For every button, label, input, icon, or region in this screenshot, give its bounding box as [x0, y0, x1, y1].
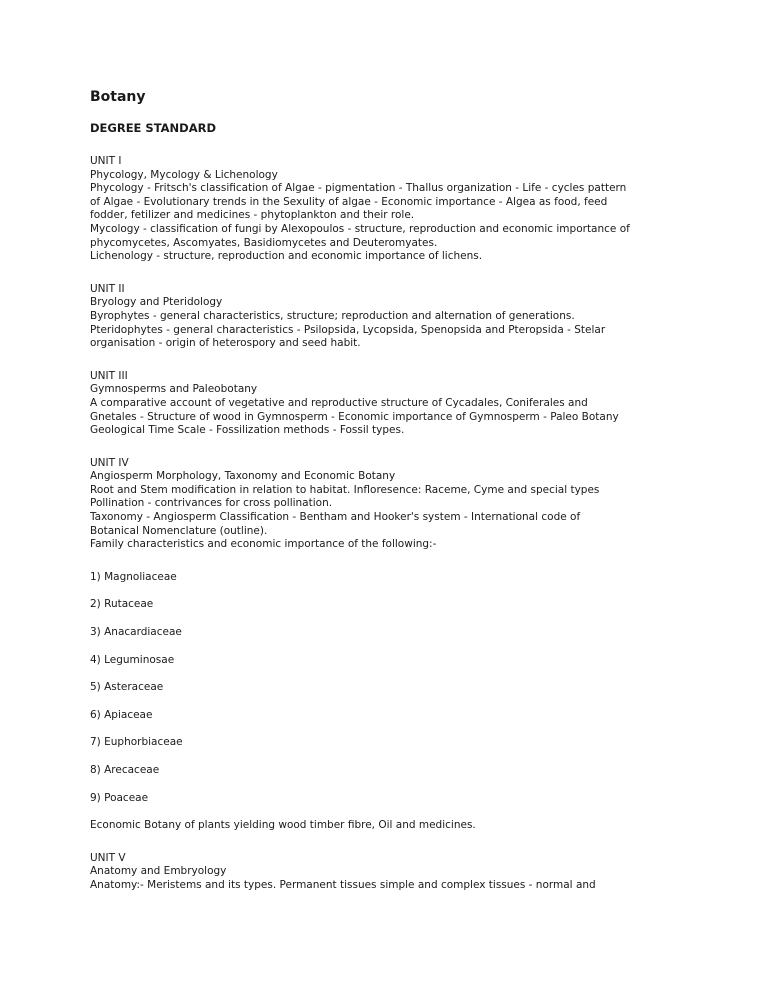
text-line: Economic Botany of plants yielding wood timber fibre, Oil and medicines. — [90, 819, 476, 832]
text-line: 3) Anacardiaceae — [90, 626, 182, 639]
unit-1-section — [90, 155, 690, 264]
family-list — [90, 571, 690, 805]
text-line: 4) Leguminosae — [90, 653, 175, 666]
page-subtitle: DEGREE STANDARD — [90, 121, 217, 135]
text-line: Geological Time Scale - Fossilization methods - Fossil types. — [90, 424, 405, 437]
text-line: organisation - origin of heterospory and seed habit. — [90, 337, 361, 350]
unit-4-section — [90, 457, 690, 552]
economic-botany-line — [90, 819, 690, 833]
text-line: Phycology - Fritsch's classification of Algae - pigmentation - Thallus organization - Life - cycles pattern — [90, 182, 627, 195]
unit-3-section — [90, 370, 690, 438]
text-line: A comparative account of vegetative and reproductive structure of Cycadales, Coniferales and — [90, 396, 588, 409]
unit-5-section — [90, 852, 690, 893]
text-line: Byrophytes - general characteristics, structure; reproduction and alternation of generations. — [90, 309, 575, 322]
text-line: UNIT V — [90, 851, 126, 864]
text-line: 8) Arecaceae — [90, 764, 160, 776]
text-line: UNIT I — [90, 155, 122, 167]
text-line: Bryology and Pteridology — [90, 296, 223, 309]
text-line: Gnetales - Structure of wood in Gymnosperm - Economic importance of Gymnosperm - Paleo Botany — [90, 410, 619, 423]
text-line: Family characteristics and economic importance of the following:- — [90, 538, 437, 551]
text-line: 7) Euphorbiaceae — [90, 736, 183, 749]
text-line: phycomycetes, Ascomyates, Basidiomycetes and Deuteromyates. — [90, 236, 438, 249]
text-line: Angiosperm Morphology, Taxonomy and Economic Botany — [90, 470, 396, 483]
text-line: fodder, fetilizer and medicines - phytoplankton and their role. — [90, 209, 415, 222]
text-line: Taxonomy - Angiosperm Classification - Bentham and Hooker's system - International code of — [90, 511, 581, 524]
text-line: 1) Magnoliaceae — [90, 570, 177, 583]
text-line: of Algae - Evolutionary trends in the Sexulity of algae - Economic importance - Algea as food, feed — [90, 195, 608, 208]
page-title: Botany — [90, 89, 146, 105]
text-line: 6) Apiaceae — [90, 708, 153, 721]
text-line: UNIT IV — [90, 456, 129, 469]
text-line: 2) Rutaceae — [90, 598, 154, 611]
text-line: UNIT III — [90, 369, 128, 382]
text-line: Mycology - classification of fungi by Alexopoulos - structure, reproduction and economic importance of — [90, 222, 630, 235]
text-line: Root and Stem modification in relation to habitat. Infloresence: Raceme, Cyme and special types — [90, 483, 600, 496]
text-line: Lichenology - structure, reproduction and economic importance of lichens. — [90, 250, 483, 263]
text-line: Phycology, Mycology & Lichenology — [90, 168, 278, 181]
text-line: UNIT II — [90, 282, 125, 295]
text-line: 5) Asteraceae — [90, 681, 164, 694]
text-line: Pollination - contrivances for cross pollination. — [90, 497, 333, 510]
text-line: Anatomy:- Meristems and its types. Permanent tissues simple and complex tissues - normal and — [90, 878, 596, 891]
text-line: Anatomy and Embryology — [90, 865, 227, 878]
text-line: Pteridophytes - general characteristics - Psilopsida, Lycopsida, Spenopsida and Pteropsida - Stelar — [90, 323, 606, 336]
text-line: Gymnosperms and Paleobotany — [90, 383, 258, 396]
text-line: 9) Poaceae — [90, 791, 149, 804]
text-line: Botanical Nomenclature (outline). — [90, 524, 268, 537]
unit-2-section — [90, 283, 690, 351]
